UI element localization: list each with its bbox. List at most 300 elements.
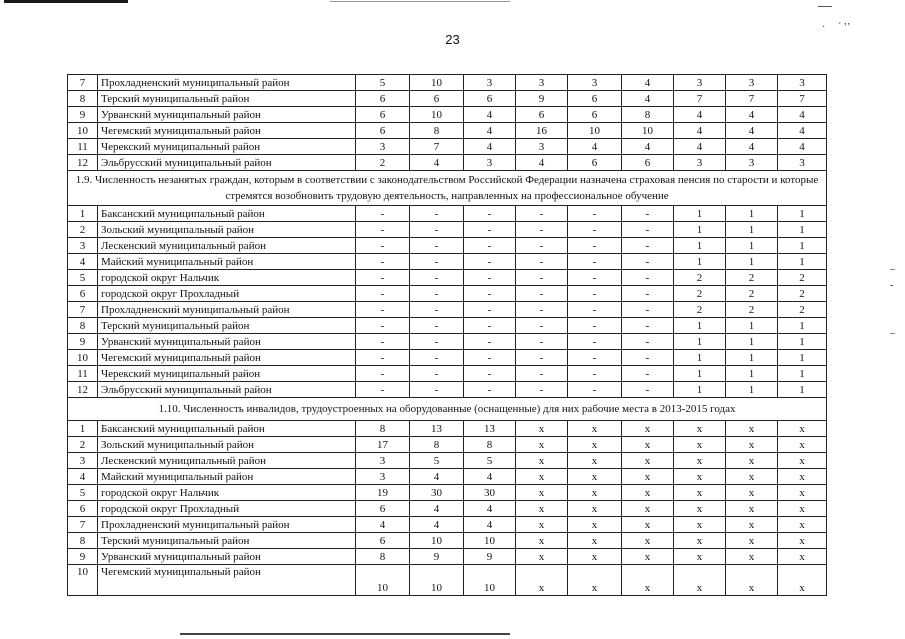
district-name: Терский муниципальный район — [98, 318, 356, 334]
value-cell: - — [356, 254, 410, 270]
row-number: 4 — [68, 469, 98, 485]
value-cell: 10 — [622, 123, 674, 139]
value-cell: 9 — [464, 549, 516, 565]
district-name: городской округ Нальчик — [98, 270, 356, 286]
value-cell: 3 — [464, 75, 516, 91]
value-cell: 7 — [410, 139, 464, 155]
value-cell: x — [674, 565, 726, 596]
value-cell: x — [674, 501, 726, 517]
row-number: 9 — [68, 107, 98, 123]
value-cell: x — [674, 533, 726, 549]
value-cell: - — [622, 286, 674, 302]
value-cell: 1 — [674, 334, 726, 350]
value-cell: 4 — [410, 469, 464, 485]
value-cell: 4 — [726, 139, 778, 155]
value-cell: - — [410, 318, 464, 334]
value-cell: - — [356, 334, 410, 350]
value-cell: 6 — [356, 91, 410, 107]
value-cell: x — [674, 421, 726, 437]
value-cell: - — [516, 382, 568, 398]
row-number: 2 — [68, 222, 98, 238]
row-number: 6 — [68, 286, 98, 302]
value-cell: - — [410, 254, 464, 270]
value-cell: x — [622, 469, 674, 485]
value-cell: 1 — [778, 350, 827, 366]
value-cell: 8 — [356, 549, 410, 565]
value-cell: x — [778, 517, 827, 533]
value-cell: x — [622, 421, 674, 437]
scan-edge-marks: – ‐ – — [890, 264, 895, 339]
value-cell: x — [568, 437, 622, 453]
value-cell: - — [568, 334, 622, 350]
table-row — [68, 155, 827, 171]
value-cell: 1 — [726, 334, 778, 350]
value-cell: - — [464, 254, 516, 270]
value-cell: x — [568, 469, 622, 485]
row-number: 8 — [68, 91, 98, 107]
section-heading-1-10: 1.10. Численность инвалидов, трудоустроенных на оборудованные (оснащенные) для них рабочие места в 2013-2015 годах — [68, 398, 827, 421]
row-number: 11 — [68, 366, 98, 382]
value-cell: - — [464, 318, 516, 334]
value-cell: - — [568, 222, 622, 238]
table-row — [68, 75, 827, 91]
value-cell: x — [568, 565, 622, 596]
value-cell: 8 — [356, 421, 410, 437]
value-cell: - — [516, 222, 568, 238]
value-cell: - — [568, 350, 622, 366]
value-cell: 10 — [568, 123, 622, 139]
value-cell: 6 — [464, 91, 516, 107]
value-cell: 2 — [674, 302, 726, 318]
section-1-9 — [68, 171, 827, 206]
district-name: Майский муниципальный район — [98, 254, 356, 270]
row-number: 12 — [68, 155, 98, 171]
table-part-1 — [68, 75, 827, 171]
table-row — [68, 366, 827, 382]
value-cell: 3 — [516, 75, 568, 91]
value-cell: 3 — [726, 75, 778, 91]
value-cell: 4 — [464, 123, 516, 139]
value-cell: 10 — [410, 75, 464, 91]
table-row — [68, 206, 827, 222]
value-cell: - — [622, 334, 674, 350]
row-number: 10 — [68, 565, 98, 596]
table-row — [68, 286, 827, 302]
value-cell: 4 — [464, 139, 516, 155]
value-cell: 30 — [464, 485, 516, 501]
value-cell: 4 — [568, 139, 622, 155]
value-cell: x — [622, 517, 674, 533]
value-cell: x — [726, 421, 778, 437]
district-name: Баксанский муниципальный район — [98, 206, 356, 222]
value-cell: - — [410, 366, 464, 382]
value-cell: 5 — [464, 453, 516, 469]
row-number: 3 — [68, 453, 98, 469]
value-cell: x — [674, 517, 726, 533]
value-cell: x — [778, 533, 827, 549]
value-cell: x — [516, 485, 568, 501]
table-row — [68, 91, 827, 107]
value-cell: - — [410, 334, 464, 350]
scan-artifacts-bottom — [180, 633, 510, 635]
value-cell: 13 — [464, 421, 516, 437]
value-cell: - — [516, 206, 568, 222]
value-cell: 10 — [410, 565, 464, 596]
value-cell: 1 — [674, 238, 726, 254]
value-cell: - — [568, 318, 622, 334]
value-cell: - — [356, 238, 410, 254]
value-cell: 7 — [778, 91, 827, 107]
value-cell: - — [464, 238, 516, 254]
value-cell: - — [622, 350, 674, 366]
district-name: Чегемский муниципальный район — [98, 565, 356, 596]
value-cell: x — [568, 421, 622, 437]
value-cell: 3 — [464, 155, 516, 171]
value-cell: - — [356, 350, 410, 366]
value-cell: - — [410, 350, 464, 366]
value-cell: x — [674, 469, 726, 485]
table-row — [68, 549, 827, 565]
value-cell: 6 — [356, 501, 410, 517]
row-number: 10 — [68, 350, 98, 366]
district-name: Черекский муниципальный район — [98, 366, 356, 382]
value-cell: 5 — [410, 453, 464, 469]
value-cell: - — [516, 238, 568, 254]
value-cell: - — [410, 382, 464, 398]
value-cell: 3 — [568, 75, 622, 91]
value-cell: x — [568, 485, 622, 501]
district-name: Прохладненский муниципальный район — [98, 75, 356, 91]
value-cell: - — [568, 382, 622, 398]
value-cell: x — [516, 565, 568, 596]
row-number: 9 — [68, 549, 98, 565]
value-cell: - — [464, 366, 516, 382]
value-cell: 4 — [726, 123, 778, 139]
value-cell: 1 — [726, 222, 778, 238]
value-cell: x — [674, 485, 726, 501]
row-number: 7 — [68, 517, 98, 533]
value-cell: - — [356, 286, 410, 302]
value-cell: 6 — [356, 533, 410, 549]
value-cell: 4 — [622, 139, 674, 155]
value-cell: 1 — [726, 206, 778, 222]
row-number: 7 — [68, 302, 98, 318]
table-row — [68, 565, 827, 596]
table-row — [68, 469, 827, 485]
value-cell: 13 — [410, 421, 464, 437]
value-cell: 2 — [726, 270, 778, 286]
value-cell: - — [516, 318, 568, 334]
row-number: 9 — [68, 334, 98, 350]
value-cell: - — [464, 334, 516, 350]
value-cell: - — [516, 366, 568, 382]
district-name: Терский муниципальный район — [98, 533, 356, 549]
value-cell: 6 — [568, 91, 622, 107]
value-cell: 10 — [410, 107, 464, 123]
table-row — [68, 421, 827, 437]
value-cell: 3 — [778, 75, 827, 91]
row-number: 5 — [68, 485, 98, 501]
value-cell: 1 — [778, 222, 827, 238]
table-row — [68, 334, 827, 350]
value-cell: 4 — [778, 139, 827, 155]
value-cell: 4 — [356, 517, 410, 533]
value-cell: - — [516, 270, 568, 286]
value-cell: - — [464, 270, 516, 286]
value-cell: x — [516, 437, 568, 453]
district-name: Чегемский муниципальный район — [98, 350, 356, 366]
value-cell: x — [622, 453, 674, 469]
value-cell: - — [516, 302, 568, 318]
value-cell: 10 — [464, 565, 516, 596]
district-name: Зольский муниципальный район — [98, 222, 356, 238]
value-cell: x — [726, 469, 778, 485]
table-row — [68, 501, 827, 517]
value-cell: x — [726, 533, 778, 549]
value-cell: x — [726, 517, 778, 533]
district-name: Зольский муниципальный район — [98, 437, 356, 453]
value-cell: x — [778, 565, 827, 596]
value-cell: 7 — [674, 91, 726, 107]
table-row — [68, 533, 827, 549]
value-cell: 2 — [356, 155, 410, 171]
section-heading-1-9: 1.9. Численность незанятых граждан, которым в соответствии с законодательством Российской Федерации назначена страховая пенсия по старости и которые стремятся возобновить трудовую деятельность, направленных на профессиональное обучение — [68, 171, 827, 206]
table-row — [68, 382, 827, 398]
value-cell: 2 — [674, 270, 726, 286]
value-cell: - — [464, 286, 516, 302]
district-name: Лескенский муниципальный район — [98, 453, 356, 469]
value-cell: - — [568, 254, 622, 270]
value-cell: - — [464, 382, 516, 398]
table-row — [68, 302, 827, 318]
value-cell: x — [778, 453, 827, 469]
value-cell: x — [726, 501, 778, 517]
value-cell: 16 — [516, 123, 568, 139]
district-name: Урванский муниципальный район — [98, 107, 356, 123]
value-cell: - — [410, 286, 464, 302]
scan-specks: · ˊ ʼʼ — [822, 22, 851, 33]
value-cell: x — [516, 469, 568, 485]
value-cell: 6 — [516, 107, 568, 123]
value-cell: 8 — [622, 107, 674, 123]
statistics-table — [67, 74, 827, 596]
value-cell: 3 — [356, 469, 410, 485]
value-cell: 4 — [410, 517, 464, 533]
table-row — [68, 139, 827, 155]
value-cell: - — [464, 302, 516, 318]
scan-mark — [330, 1, 510, 2]
value-cell: x — [778, 549, 827, 565]
value-cell: 3 — [356, 139, 410, 155]
row-number: 5 — [68, 270, 98, 286]
row-number: 11 — [68, 139, 98, 155]
value-cell: x — [516, 501, 568, 517]
table-row — [68, 453, 827, 469]
value-cell: 1 — [726, 382, 778, 398]
row-number: 8 — [68, 318, 98, 334]
value-cell: 2 — [778, 270, 827, 286]
value-cell: - — [356, 382, 410, 398]
row-number: 1 — [68, 421, 98, 437]
value-cell: x — [778, 421, 827, 437]
value-cell: 1 — [674, 350, 726, 366]
table-row — [68, 318, 827, 334]
value-cell: - — [410, 206, 464, 222]
value-cell: 1 — [778, 366, 827, 382]
district-name: Лескенский муниципальный район — [98, 238, 356, 254]
value-cell: 4 — [410, 501, 464, 517]
value-cell: 1 — [778, 334, 827, 350]
value-cell: - — [356, 270, 410, 286]
value-cell: 1 — [674, 382, 726, 398]
value-cell: 1 — [778, 254, 827, 270]
value-cell: - — [568, 270, 622, 286]
value-cell: 4 — [778, 107, 827, 123]
value-cell: 1 — [726, 350, 778, 366]
value-cell: x — [622, 565, 674, 596]
value-cell: x — [622, 549, 674, 565]
value-cell: - — [516, 350, 568, 366]
row-number: 3 — [68, 238, 98, 254]
value-cell: 4 — [464, 469, 516, 485]
district-name: Эльбрусский муниципальный район — [98, 155, 356, 171]
value-cell: x — [516, 421, 568, 437]
value-cell: 10 — [410, 533, 464, 549]
value-cell: 1 — [674, 206, 726, 222]
table-row — [68, 254, 827, 270]
table-row — [68, 107, 827, 123]
district-name: Урванский муниципальный район — [98, 334, 356, 350]
value-cell: x — [516, 453, 568, 469]
value-cell: - — [356, 302, 410, 318]
value-cell: - — [568, 286, 622, 302]
value-cell: - — [568, 238, 622, 254]
value-cell: - — [622, 302, 674, 318]
value-cell: 5 — [356, 75, 410, 91]
table-row — [68, 270, 827, 286]
value-cell: x — [622, 533, 674, 549]
row-number: 1 — [68, 206, 98, 222]
value-cell: - — [622, 318, 674, 334]
value-cell: - — [356, 318, 410, 334]
table-part-2 — [68, 206, 827, 398]
district-name: Чегемский муниципальный район — [98, 123, 356, 139]
value-cell: 4 — [674, 139, 726, 155]
value-cell: x — [726, 485, 778, 501]
value-cell: 4 — [622, 91, 674, 107]
value-cell: x — [778, 437, 827, 453]
value-cell: 2 — [674, 286, 726, 302]
value-cell: 1 — [726, 238, 778, 254]
value-cell: - — [568, 302, 622, 318]
value-cell: 8 — [410, 437, 464, 453]
page-number: 23 — [445, 32, 460, 47]
value-cell: - — [622, 366, 674, 382]
value-cell: 3 — [778, 155, 827, 171]
value-cell: 3 — [356, 453, 410, 469]
value-cell: 4 — [464, 517, 516, 533]
row-number: 4 — [68, 254, 98, 270]
value-cell: 1 — [726, 366, 778, 382]
value-cell: - — [410, 302, 464, 318]
row-number: 6 — [68, 501, 98, 517]
row-number: 2 — [68, 437, 98, 453]
value-cell: - — [356, 206, 410, 222]
value-cell: x — [726, 437, 778, 453]
value-cell: x — [622, 501, 674, 517]
value-cell: 6 — [568, 155, 622, 171]
value-cell: - — [622, 254, 674, 270]
district-name: Майский муниципальный район — [98, 469, 356, 485]
value-cell: - — [410, 238, 464, 254]
value-cell: 6 — [568, 107, 622, 123]
value-cell: 19 — [356, 485, 410, 501]
table-part-3 — [68, 421, 827, 596]
value-cell: 1 — [778, 382, 827, 398]
row-number: 7 — [68, 75, 98, 91]
table-row — [68, 222, 827, 238]
value-cell: x — [622, 485, 674, 501]
value-cell: 4 — [674, 123, 726, 139]
value-cell: 3 — [674, 155, 726, 171]
value-cell: 7 — [726, 91, 778, 107]
value-cell: - — [516, 254, 568, 270]
row-number: 12 — [68, 382, 98, 398]
value-cell: x — [568, 517, 622, 533]
value-cell: 6 — [356, 123, 410, 139]
value-cell: 17 — [356, 437, 410, 453]
value-cell: x — [568, 533, 622, 549]
value-cell: x — [674, 549, 726, 565]
value-cell: 10 — [356, 565, 410, 596]
value-cell: 2 — [726, 286, 778, 302]
value-cell: x — [778, 501, 827, 517]
value-cell: x — [516, 549, 568, 565]
value-cell: - — [622, 382, 674, 398]
value-cell: 1 — [726, 254, 778, 270]
value-cell: - — [356, 222, 410, 238]
value-cell: x — [516, 517, 568, 533]
value-cell: - — [622, 222, 674, 238]
value-cell: - — [356, 366, 410, 382]
value-cell: x — [568, 453, 622, 469]
scan-artifacts-top — [0, 0, 905, 8]
value-cell: 4 — [410, 155, 464, 171]
value-cell: x — [726, 453, 778, 469]
table-row — [68, 437, 827, 453]
scan-mark — [818, 6, 832, 7]
value-cell: 10 — [464, 533, 516, 549]
value-cell: 8 — [464, 437, 516, 453]
value-cell: 9 — [516, 91, 568, 107]
value-cell: 6 — [622, 155, 674, 171]
value-cell: 1 — [674, 318, 726, 334]
district-name: городской округ Прохладный — [98, 501, 356, 517]
table-row — [68, 485, 827, 501]
value-cell: 1 — [726, 318, 778, 334]
table-row — [68, 123, 827, 139]
value-cell: - — [516, 334, 568, 350]
value-cell: - — [622, 270, 674, 286]
value-cell: 8 — [410, 123, 464, 139]
value-cell: 4 — [622, 75, 674, 91]
value-cell: 1 — [674, 254, 726, 270]
district-name: Эльбрусский муниципальный район — [98, 382, 356, 398]
district-name: Урванский муниципальный район — [98, 549, 356, 565]
value-cell: x — [778, 485, 827, 501]
value-cell: 1 — [778, 238, 827, 254]
value-cell: 3 — [726, 155, 778, 171]
